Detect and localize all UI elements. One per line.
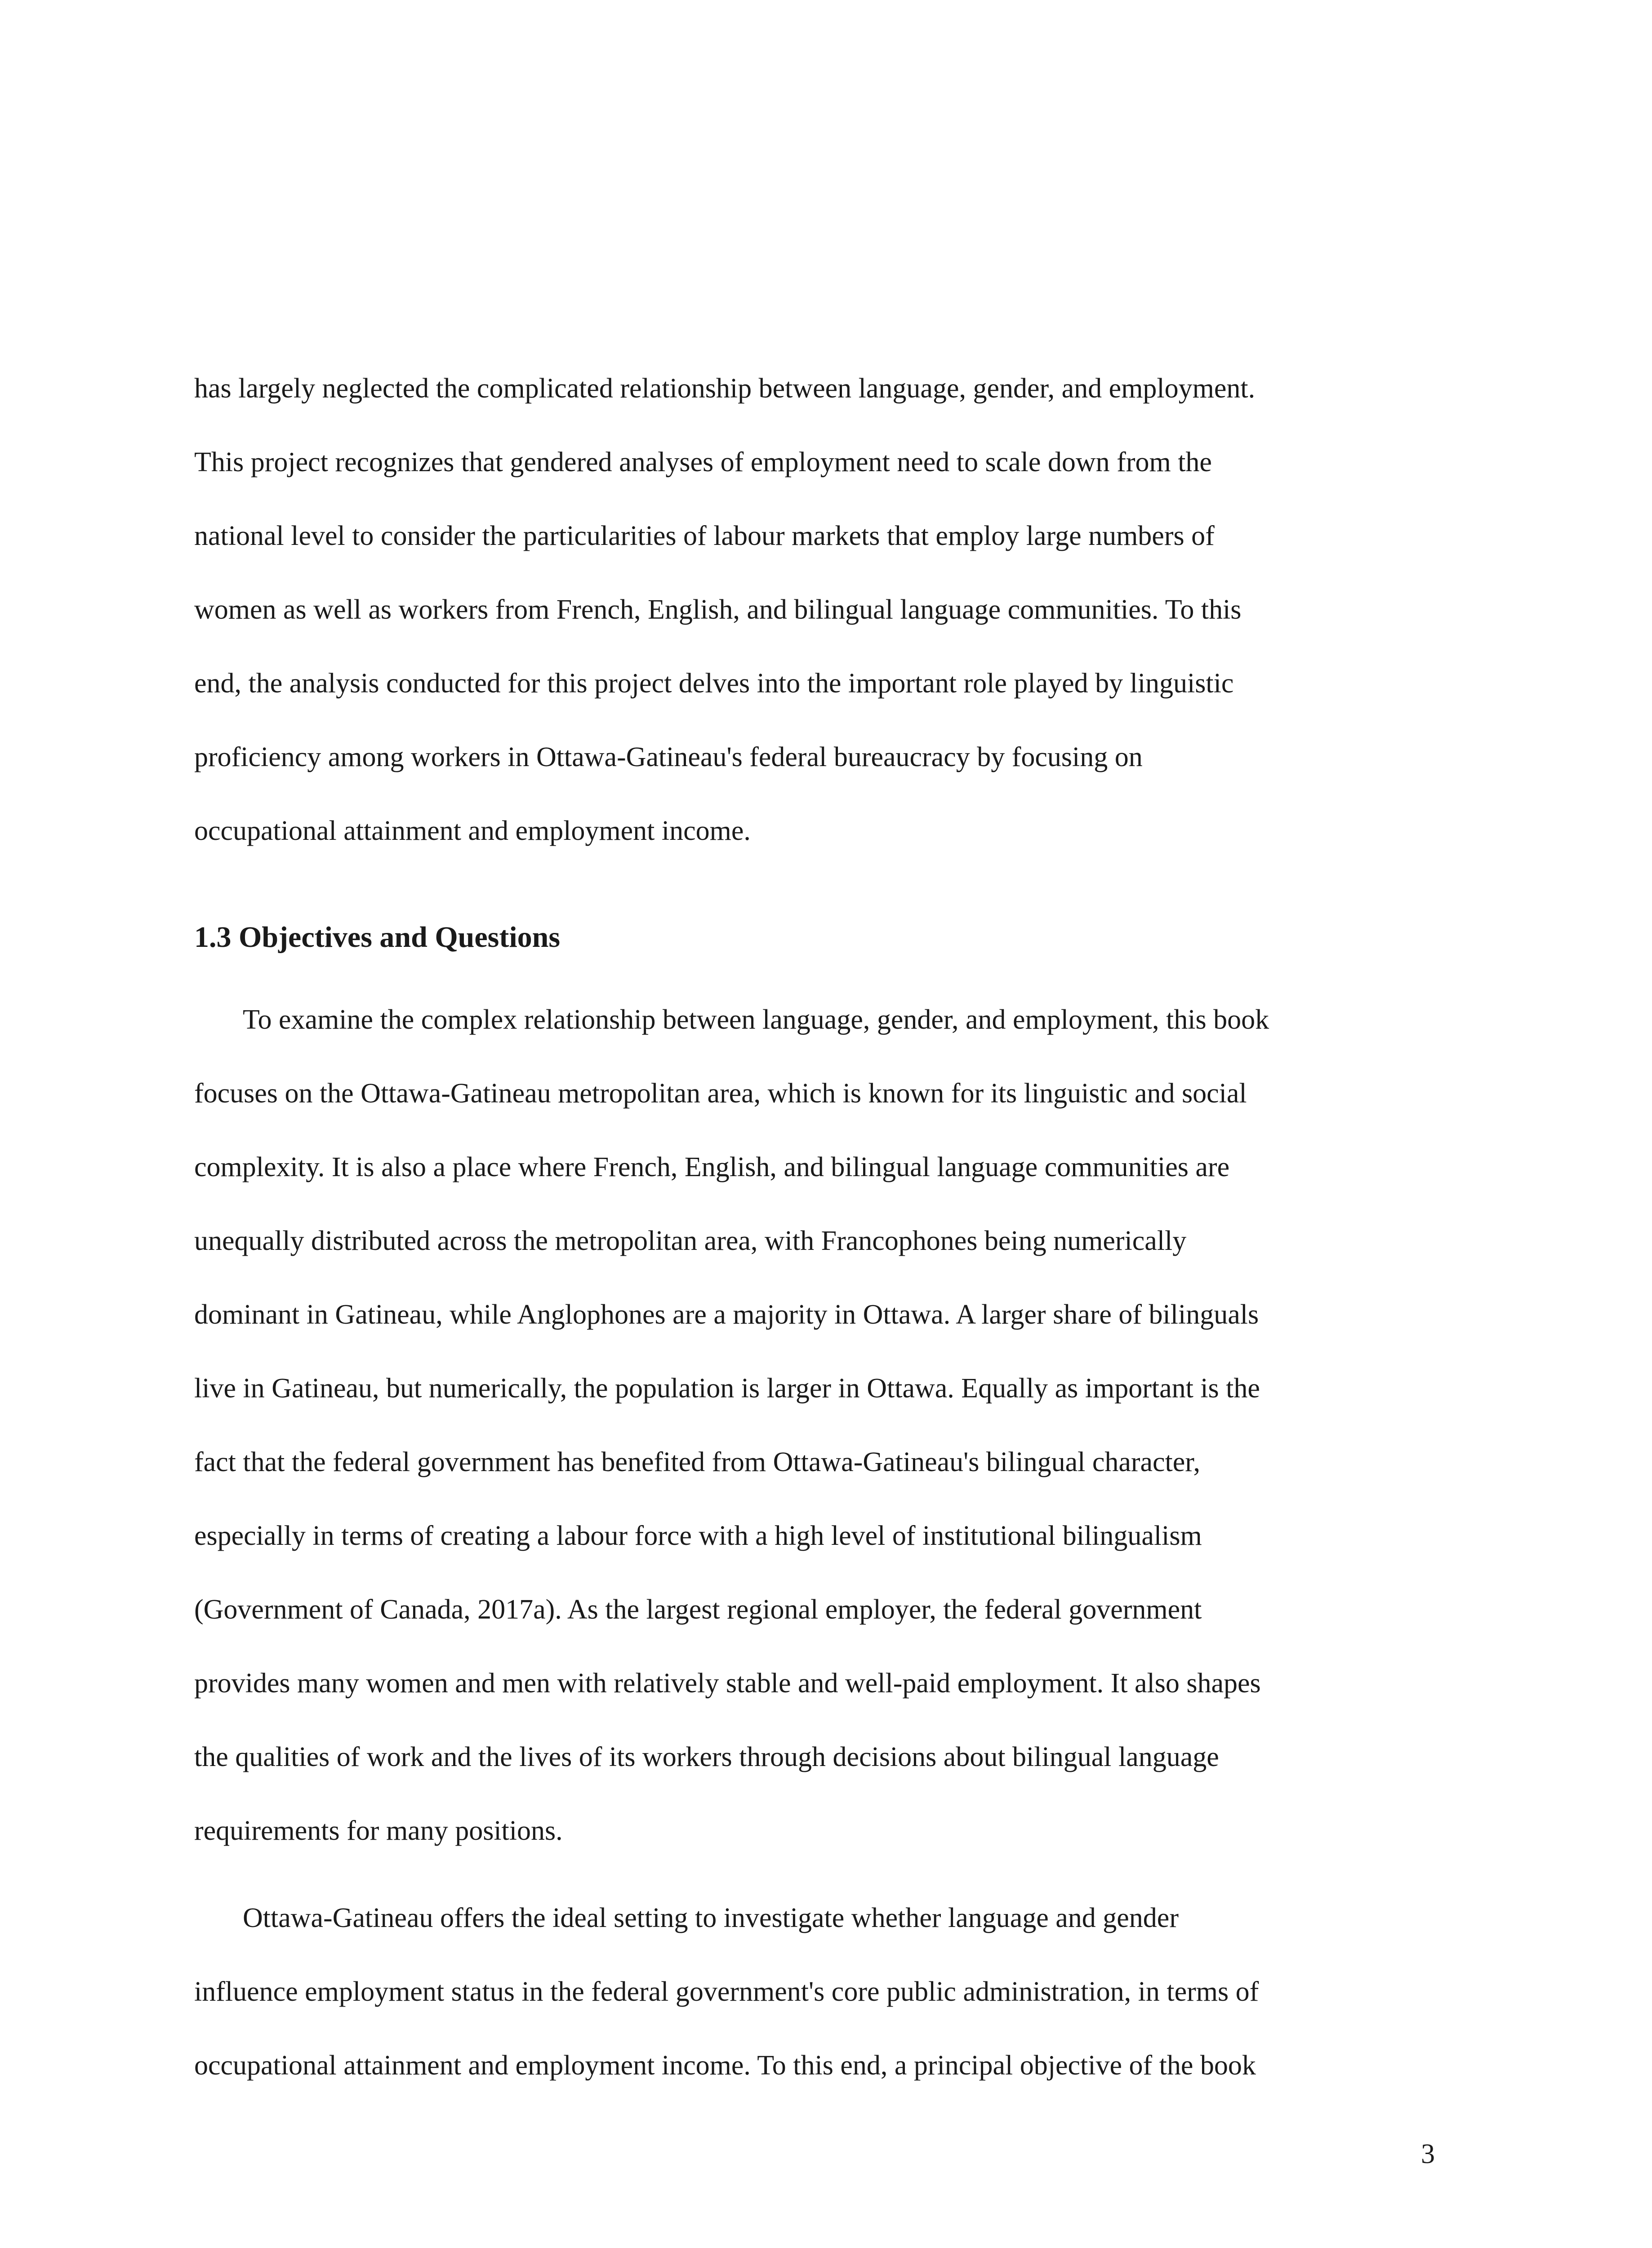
paragraph-line: women as well as workers from French, English, and bilingual language communities. To this	[194, 594, 1242, 625]
paragraph-line: focuses on the Ottawa-Gatineau metropolitan area, which is known for its linguistic and social	[194, 1078, 1247, 1109]
paragraph-line: dominant in Gatineau, while Anglophones are a majority in Ottawa. A larger share of bilinguals	[194, 1299, 1259, 1330]
paragraph-line: complexity. It is also a place where French, English, and bilingual language communities are	[194, 1152, 1230, 1182]
page-number: 3	[1421, 2139, 1435, 2169]
paragraph-line: requirements for many positions.	[194, 1815, 563, 1846]
paragraph-line: This project recognizes that gendered analyses of employment need to scale down from the	[194, 447, 1212, 477]
paragraph-line: fact that the federal government has benefited from Ottawa-Gatineau's bilingual character,	[194, 1447, 1200, 1477]
section-heading: 1.3 Objectives and Questions	[194, 921, 561, 954]
paragraph-line: proficiency among workers in Ottawa-Gatineau's federal bureaucracy by focusing on	[194, 742, 1143, 772]
paragraph-line: To examine the complex relationship between language, gender, and employment, this book	[243, 1004, 1269, 1035]
paragraph-line: national level to consider the particularities of labour markets that employ large numbers of	[194, 521, 1215, 551]
paragraph-line: occupational attainment and employment income. To this end, a principal objective of the book	[194, 2050, 1256, 2081]
body-paragraph-2	[194, 983, 1435, 1868]
paragraph-line: provides many women and men with relatively stable and well-paid employment. It also shapes	[194, 1668, 1261, 1699]
paragraph-line: end, the analysis conducted for this project delves into the important role played by linguistic	[194, 668, 1234, 699]
paragraph-line: especially in terms of creating a labour force with a high level of institutional bilingualism	[194, 1521, 1202, 1551]
paragraph-line: unequally distributed across the metropolitan area, with Francophones being numerically	[194, 1226, 1187, 1256]
paragraph-line: the qualities of work and the lives of its workers through decisions about bilingual language	[194, 1742, 1219, 1772]
body-paragraph-3	[194, 1881, 1435, 2102]
paragraph-line: occupational attainment and employment income.	[194, 816, 751, 846]
paragraph-line: has largely neglected the complicated relationship between language, gender, and employment.	[194, 373, 1256, 404]
paragraph-line: live in Gatineau, but numerically, the population is larger in Ottawa. Equally as important is the	[194, 1373, 1260, 1404]
paragraph-line: Ottawa-Gatineau offers the ideal setting to investigate whether language and gender	[243, 1903, 1179, 1933]
body-paragraph-1	[194, 352, 1435, 868]
paragraph-line: (Government of Canada, 2017a). As the largest regional employer, the federal government	[194, 1594, 1202, 1625]
paragraph-line: influence employment status in the federal government's core public administration, in terms of	[194, 1976, 1259, 2007]
